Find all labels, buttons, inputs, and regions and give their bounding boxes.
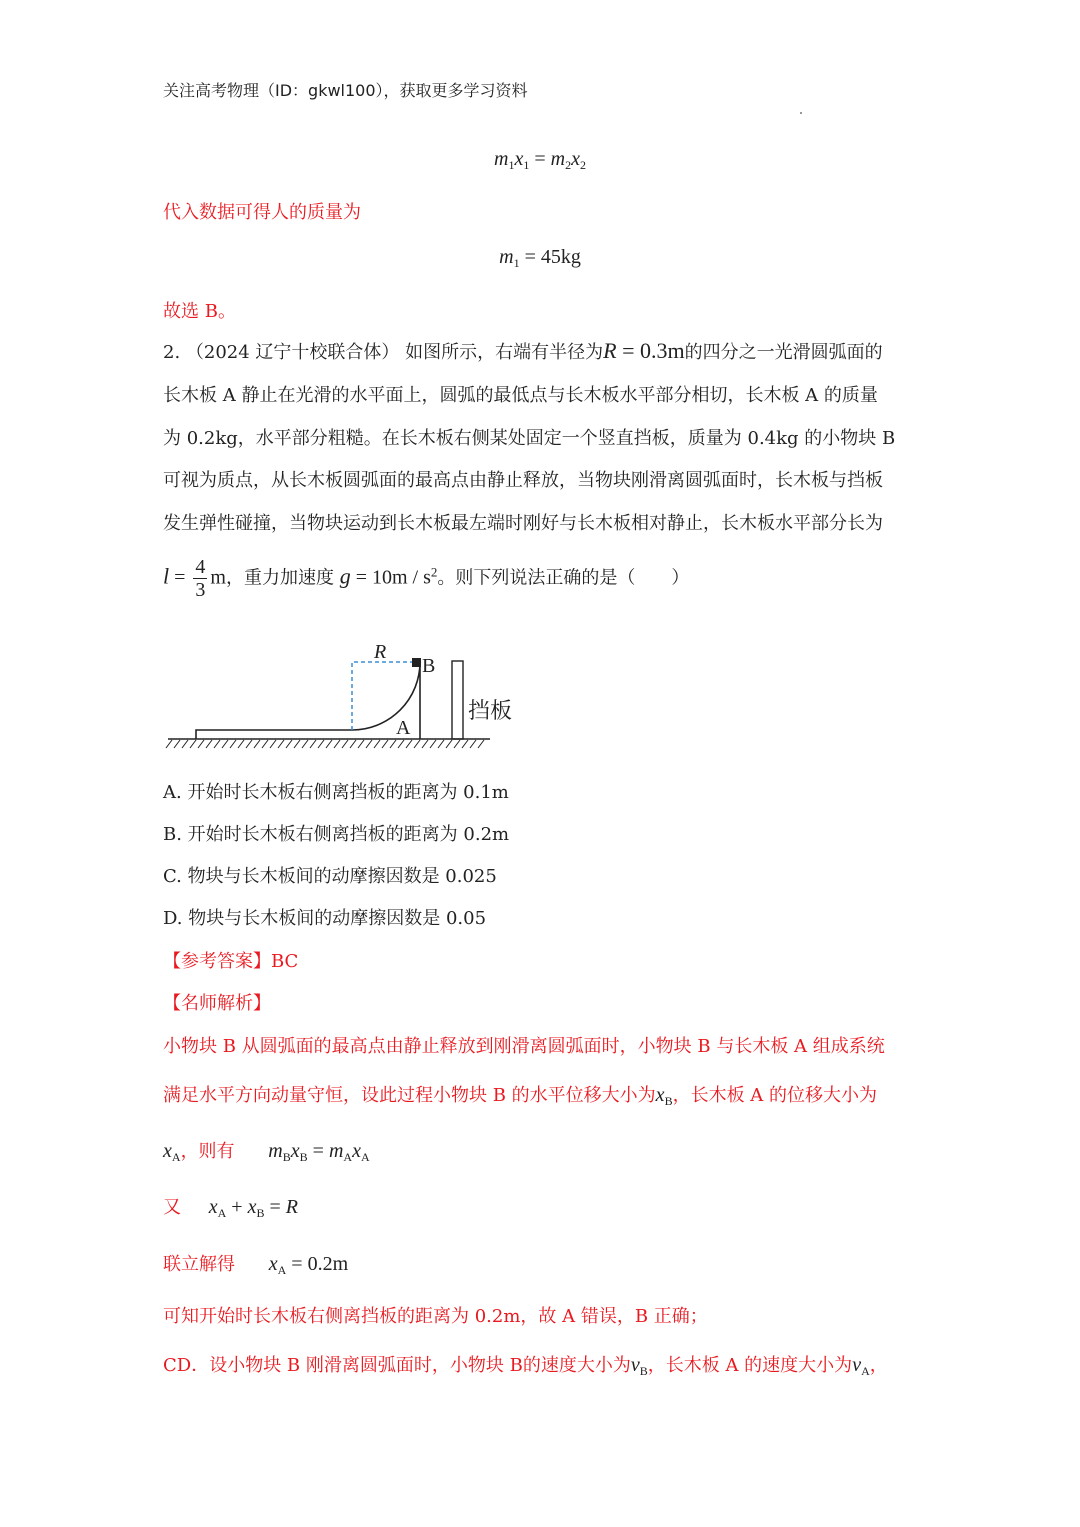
equation-momentum: $m_1x_1 = m_2x_2$	[494, 148, 586, 172]
analysis-line-2: 满足水平方向动量守恒，设此过程小物块 B 的水平位移大小为$x_B$，长木板 A 的位移大小为	[163, 1084, 878, 1108]
option-d: D. 物块与长木板间的动摩擦因数是 0.05	[163, 908, 487, 929]
ground-hatch	[166, 740, 484, 748]
analysis-title: 【名师解析】	[163, 993, 271, 1014]
stray-dot	[800, 112, 802, 114]
label-r: R	[374, 641, 387, 663]
analysis-line-4: 又 $x_A + x_B = R$	[163, 1196, 298, 1220]
label-a: A	[396, 717, 411, 739]
analysis-line-5: 联立解得 $x_A = 0.2m$	[163, 1253, 349, 1277]
analysis-line-3: $x_A$，则有 $m_Bx_B = m_Ax_A$	[163, 1140, 370, 1164]
block-b	[412, 658, 421, 667]
baffle	[452, 661, 463, 739]
label-baffle: 挡板	[468, 699, 513, 724]
option-a: A. 开始时长木板右侧离挡板的距离为 0.1m	[163, 782, 509, 803]
equation-mass: $m_1 = 45kg$	[499, 246, 581, 270]
question-line-1: 2. （2024 辽宁十校联合体） 如图所示，右端有半径为R = 0.3m的四分之一光滑圆弧面的	[163, 338, 883, 363]
question-line-2: 长木板 A 静止在光滑的水平面上，圆弧的最低点与长木板水平部分相切，长木板 A 的质量	[163, 385, 878, 406]
question-line-4: 可视为质点，从长木板圆弧面的最高点由静止释放，当物块刚滑离圆弧面时，长木板与挡板	[163, 470, 883, 491]
analysis-line-1: 小物块 B 从圆弧面的最高点由静止释放到刚滑离圆弧面时，小物块 B 与长木板 A 组成系统	[163, 1036, 885, 1057]
option-c: C. 物块与长木板间的动摩擦因数是 0.025	[163, 866, 497, 887]
text-substitute: 代入数据可得人的质量为	[163, 202, 361, 223]
page-header: 关注高考物理（ID：gkwl100），获取更多学习资料	[163, 81, 528, 100]
analysis-line-6: 可知开始时长木板右侧离挡板的距离为 0.2m，故 A 错误，B 正确；	[163, 1306, 708, 1327]
option-b: B. 开始时长木板右侧离挡板的距离为 0.2m	[163, 824, 510, 845]
physics-figure	[160, 640, 513, 750]
answer: 【参考答案】BC	[163, 951, 299, 972]
label-b: B	[422, 655, 436, 677]
board-a	[196, 662, 420, 739]
question-line-6: l = $\frac{4}{3}$ m，重力加速度 $g = 10m / s^2$。则下列说法正确的是（ ）	[163, 556, 690, 601]
text-choose: 故选 B。	[163, 301, 236, 322]
question-line-5: 发生弹性碰撞，当物块运动到长木板最左端时刚好与长木板相对静止，长木板水平部分长为	[163, 513, 883, 534]
question-line-3: 为 0.2kg，水平部分粗糙。在长木板右侧某处固定一个竖直挡板，质量为 0.4kg 的小物块 B	[163, 428, 896, 449]
analysis-line-7: CD．设小物块 B 刚滑离圆弧面时，小物块 B的速度大小为$v_B$，长木板 A 的速度大小为$v_A$，	[163, 1354, 888, 1378]
